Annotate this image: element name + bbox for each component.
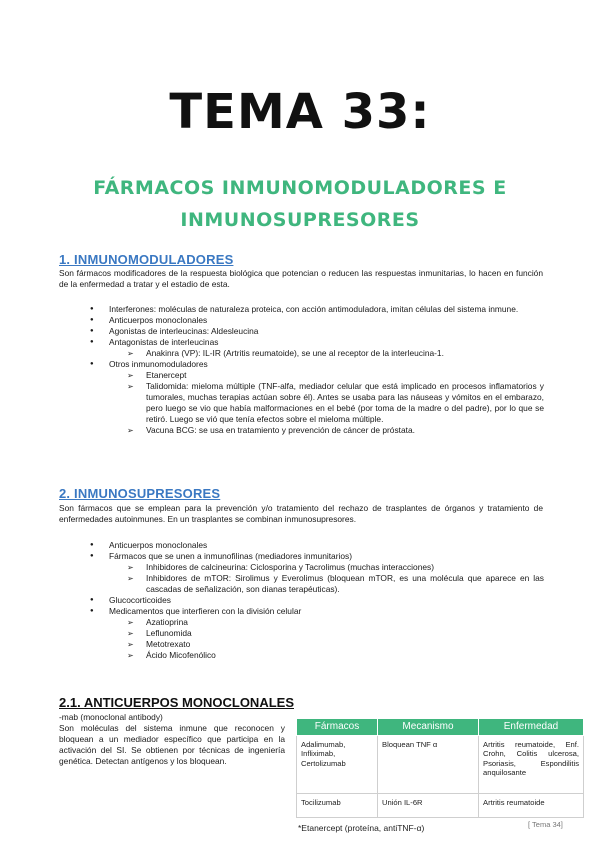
list-item: ● Interferones: moléculas de naturaleza proteica, con acción antimoduladora, imitan células del sistema inmune.	[90, 304, 544, 315]
table-row	[297, 735, 584, 793]
list-item: ● Anticuerpos monoclonales	[90, 540, 544, 551]
table-header-enfermedad: Enfermedad	[479, 719, 584, 736]
table-row	[297, 793, 584, 817]
table-cell-drugs: Adalimumab, Infliximab, Certolizumab	[297, 735, 378, 793]
page-tag: [ Tema 34]	[528, 820, 563, 829]
list-item-label: Medicamentos que interfieren con la división celular	[109, 606, 302, 616]
section1-intro: Son fármacos modificadores de la respuesta biológica que potencian o reducen las respuestas inmunitarias, lo hacen en función de la enfermedad a tratar y el estadio de esta.	[59, 268, 543, 289]
section-heading-inmunomoduladores: 1. INMUNOMODULADORES	[59, 252, 234, 267]
table-cell-mechanism: Bloquean TNF α	[378, 735, 479, 793]
section1-list	[90, 304, 544, 436]
sublist-item: ➢ Leflunomida	[127, 628, 544, 639]
drug-table	[296, 718, 584, 818]
sublist-item: ➢ Talidomida: mieloma múltiple (TNF-alfa, mediador celular que está implicado en procesos inflamatorios y tumorales, muchas terapias actúan sobre él). Antes se usaba para las náuseas y vómitos en el embarazo, pero luego se vio que había malformaciones en el bebé (por toma de la madre o del padre), por lo que se retiró. Luego se vió que tenía efectos sobre el mieloma múltiple.	[127, 381, 544, 425]
table-header-row	[297, 719, 584, 736]
mab-block	[59, 712, 285, 767]
division-sublist	[109, 617, 544, 661]
list-item	[90, 606, 544, 661]
table-header-farmacos: Fármacos	[297, 719, 378, 736]
list-item-label: Antagonistas de interleucinas	[109, 337, 219, 347]
table-caption: *Etanercept (proteína, antiTNF-α)	[298, 823, 425, 833]
table-cell-disease: Artritis reumatoide	[479, 793, 584, 817]
list-item: ● Anticuerpos monoclonales	[90, 315, 544, 326]
sublist-item: ➢ Azatioprina	[127, 617, 544, 628]
page-subtitle	[0, 172, 600, 236]
antagonist-sublist	[109, 348, 544, 359]
sublist-item: ➢ Metotrexato	[127, 639, 544, 650]
section-heading-inmunosupresores: 2. INMUNOSUPRESORES	[59, 486, 221, 501]
mab-definition: -mab (monoclonal antibody)	[59, 712, 163, 722]
section2-list	[90, 540, 544, 661]
subtitle-line-1: FÁRMACOS INMUNOMODULADORES E	[93, 177, 507, 199]
sublist-item: ➢ Inhibidores de calcineurina: Ciclosporina y Tacrolimus (muchas interacciones)	[127, 562, 544, 573]
list-item	[90, 551, 544, 595]
sublist-item: ➢ Inhibidores de mTOR: Sirolimus y Everolimus (bloquean mTOR, es una molécula que aparece en las cascadas de señalización, son dianas terapéuticas).	[127, 573, 544, 595]
list-item	[90, 359, 544, 436]
list-item-label: Otros inmunomoduladores	[109, 359, 208, 369]
sublist-item: ➢ Ácido Micofenólico	[127, 650, 544, 661]
subtitle-line-2: INMUNOSUPRESORES	[180, 209, 420, 231]
table-cell-disease: Artritis reumatoide, Enf. Crohn, Colitis ulcerosa, Psoriasis, Espondilitis anquilosante	[479, 735, 584, 793]
list-item: ● Agonistas de interleucinas: Aldesleucina	[90, 326, 544, 337]
sublist-item: ➢ Etanercept	[127, 370, 544, 381]
section2-intro: Son fármacos que se emplean para la prevención y/o tratamiento del rechazo de trasplantes de órganos y tratamiento de enfermedades autoinmunes. En un trasplantes se combinan inmunosupresores.	[59, 503, 543, 524]
page-title: TEMA 33:	[169, 84, 431, 140]
mab-paragraph: Son moléculas del sistema inmune que reconocen y bloquean a un mediador específico que participa en la activación del SI. Se obtienen por técnicas de ingeniería genética. Detectan antígenos y los bloquean.	[59, 723, 285, 766]
table-cell-drugs: Tocilizumab	[297, 793, 378, 817]
immunophilin-sublist	[109, 562, 544, 595]
table-header-mecanismo: Mecanismo	[378, 719, 479, 736]
list-item	[90, 337, 544, 359]
list-item-label: Fármacos que se unen a inmunofilinas (mediadores inmunitarios)	[109, 551, 352, 561]
list-item: ● Glucocorticoides	[90, 595, 544, 606]
table-cell-mechanism: Unión IL-6R	[378, 793, 479, 817]
other-sublist	[109, 370, 544, 436]
section-heading-anticuerpos: 2.1. ANTICUERPOS MONOCLONALES	[59, 695, 294, 710]
sublist-item: ➢ Vacuna BCG: se usa en tratamiento y prevención de cáncer de próstata.	[127, 425, 544, 436]
sublist-item: ➢ Anakinra (VP): IL-IR (Artritis reumatoide), se une al receptor de la interleucina-1.	[127, 348, 544, 359]
